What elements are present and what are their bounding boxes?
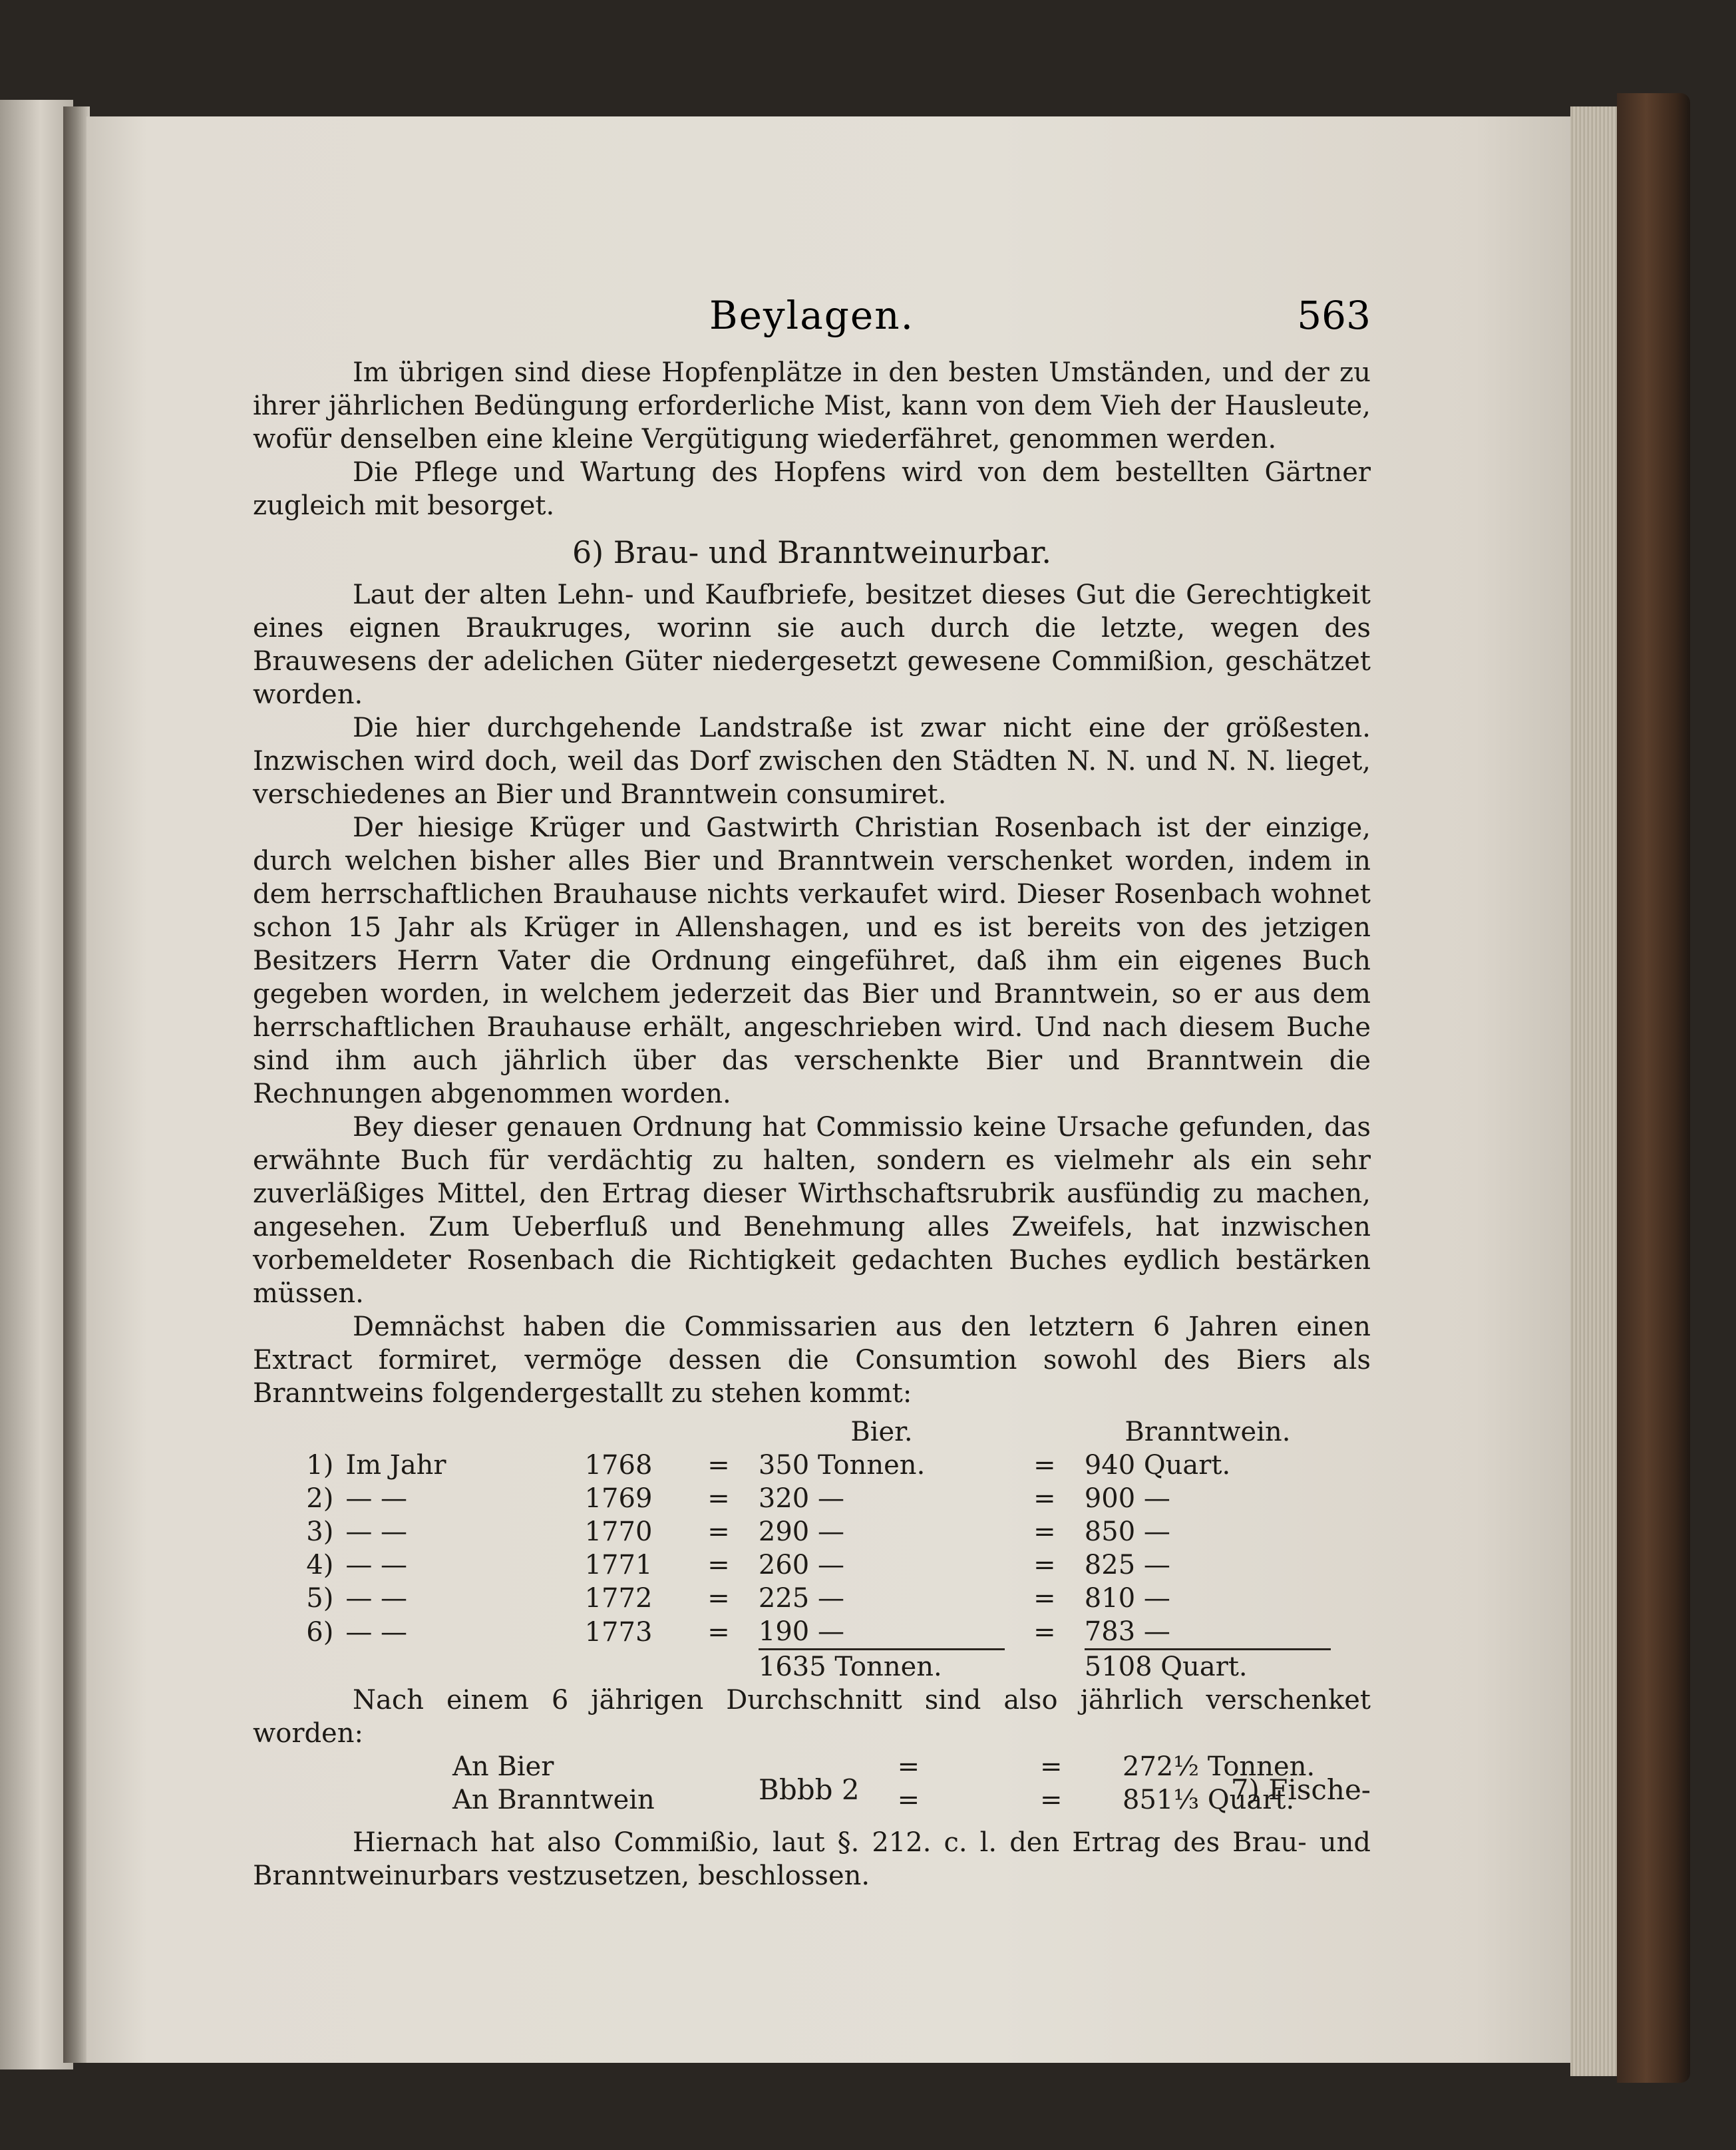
row-separator: = bbox=[707, 1450, 730, 1481]
row-label: — — bbox=[345, 1550, 408, 1580]
row-separator: = bbox=[1033, 1550, 1056, 1580]
row-number: 1) bbox=[306, 1450, 334, 1481]
page-number: 563 bbox=[1297, 293, 1371, 338]
paragraph: Der hiesige Krüger und Gastwirth Christian Rosenbach ist der einzige, durch welchen bisher alles Bier und Branntwein verschenket worden, indem in dem herrschaftlichen Brauhause nichts verkaufet wird. Dieser Rosenbach wohnet schon 15 Jahr als Krüger in Allenshagen, und es ist bereits von des jetzigen Besitzers Herrn Vater die Ordnung eingeführet, daß ihm ein eigenes Buch gegeben worden, in welchem jederzeit das Bier und Branntwein, so er aus dem herrschaftlichen Brauhause erhält, angeschrieben wird. Und nach diesem Buche sind ihm auch jährlich über das verschenkte Bier und Branntwein die Rechnungen abgenommen worden. bbox=[253, 812, 1371, 1109]
table-row bbox=[253, 1449, 1331, 1482]
row-label: — — bbox=[345, 1616, 408, 1648]
paragraph: Laut der alten Lehn- und Kaufbriefe, besitzet dieses Gut die Gerechtigkeit eines eignen Braukruges, worinn sie auch durch die letzte, wegen des Brauwesens der adelichen Güter niedergesetzt gewesene Commißion, geschätzet worden. bbox=[253, 580, 1371, 710]
beer-value: 350 Tonnen. bbox=[758, 1450, 926, 1481]
average-separator: = bbox=[1040, 1751, 1063, 1782]
average-label: An Bier bbox=[452, 1751, 554, 1782]
average-separator: = bbox=[897, 1751, 920, 1782]
row-separator: = bbox=[1033, 1583, 1056, 1614]
brandy-value: 940 Quart. bbox=[1084, 1450, 1231, 1481]
paragraph: Die hier durchgehende Landstraße ist zwar nicht eine der größesten. Inzwischen wird doch, weil das Dorf zwischen den Städten N. N. und N. N. lieget, verschiedenes an Bier und Branntwein consumiret. bbox=[253, 713, 1371, 810]
table-row bbox=[253, 1615, 1331, 1650]
row-separator: = bbox=[1033, 1483, 1056, 1514]
page-footer bbox=[253, 1773, 1371, 1813]
beer-value: 225 — bbox=[758, 1583, 844, 1614]
total-beer: 1635 Tonnen. bbox=[759, 1650, 1005, 1684]
paragraph: Die Pflege und Wartung des Hopfens wird von dem bestellten Gärtner zugleich mit besorget. bbox=[253, 457, 1371, 521]
row-separator: = bbox=[707, 1517, 730, 1547]
catchword: 7) Fische- bbox=[1230, 1773, 1371, 1806]
signature-mark: Bbbb 2 bbox=[759, 1773, 860, 1806]
row-number: 6) bbox=[306, 1616, 334, 1648]
row-separator: = bbox=[707, 1583, 730, 1614]
row-label: — — bbox=[345, 1517, 408, 1547]
book-gutter bbox=[63, 106, 90, 2063]
paragraph: Bey dieser genauen Ordnung hat Commissio keine Ursache gefunden, das erwähnte Buch für verdächtig zu halten, sondern es vielmehr als ein sehr zuverläßiges Mittel, den Ertrag dieser Wirthschaftsrubrik ausfündig zu machen, angesehen. Zum Ueberfluß und Benehmung alles Zweifels, hat inzwischen vorbemeldeter Rosenbach die Richtigkeit gedachten Buches eydlich bestärken müssen. bbox=[253, 1112, 1371, 1309]
row-year: 1769 bbox=[584, 1483, 653, 1514]
page-header bbox=[253, 293, 1371, 346]
row-year: 1768 bbox=[584, 1450, 653, 1481]
row-separator: = bbox=[1033, 1616, 1056, 1648]
row-number: 5) bbox=[306, 1583, 334, 1614]
average-intro: Nach einem 6 jährigen Durchschnitt sind also jährlich verschenket worden: bbox=[253, 1685, 1371, 1749]
brandy-value: 825 — bbox=[1084, 1550, 1170, 1580]
average-value: 272½ Tonnen. bbox=[1123, 1751, 1315, 1782]
total-brandy: 5108 Quart. bbox=[1085, 1650, 1331, 1684]
book-cover bbox=[1617, 93, 1690, 2083]
column-header-beer: Bier. bbox=[850, 1417, 913, 1447]
running-title: Beylagen. bbox=[709, 293, 915, 338]
row-label: — — bbox=[345, 1583, 408, 1614]
total-row bbox=[253, 1650, 1331, 1684]
average-separator: = bbox=[1040, 1785, 1063, 1815]
consumption-table bbox=[253, 1415, 1331, 1684]
row-separator: = bbox=[1033, 1450, 1056, 1481]
brandy-value: 810 — bbox=[1084, 1583, 1170, 1614]
page-edges bbox=[1570, 106, 1620, 2076]
beer-value: 320 — bbox=[758, 1483, 844, 1514]
brandy-value: 900 — bbox=[1084, 1483, 1170, 1514]
row-number: 3) bbox=[306, 1517, 334, 1547]
table-row bbox=[253, 1582, 1331, 1615]
left-page-edge bbox=[0, 100, 73, 2069]
column-header-brandy: Branntwein. bbox=[1125, 1417, 1291, 1447]
row-separator: = bbox=[707, 1550, 730, 1580]
average-separator: = bbox=[897, 1785, 920, 1815]
row-separator: = bbox=[1033, 1517, 1056, 1547]
beer-value: 190 — bbox=[758, 1616, 844, 1647]
beer-value: 290 — bbox=[758, 1517, 844, 1547]
row-number: 4) bbox=[306, 1550, 334, 1580]
table-row bbox=[253, 1515, 1331, 1548]
beer-value: 260 — bbox=[758, 1550, 844, 1580]
section-heading: 6) Brau- und Branntweinurbar. bbox=[572, 534, 1052, 570]
average-value: 851⅓ Quart. bbox=[1123, 1785, 1295, 1815]
brandy-value: 850 — bbox=[1084, 1517, 1170, 1547]
row-separator: = bbox=[707, 1616, 730, 1648]
table-header-row bbox=[253, 1415, 1331, 1449]
row-year: 1773 bbox=[584, 1616, 653, 1648]
conclusion-paragraph: Hiernach hat also Commißio, laut §. 212. c. l. den Ertrag des Brau- und Branntweinurbars vestzusetzen, beschlossen. bbox=[253, 1827, 1371, 1891]
brandy-value: 783 — bbox=[1084, 1616, 1170, 1647]
row-label: — — bbox=[345, 1483, 408, 1514]
row-separator: = bbox=[707, 1483, 730, 1514]
row-number: 2) bbox=[306, 1483, 334, 1514]
average-label: An Branntwein bbox=[452, 1785, 655, 1815]
paragraph: Im übrigen sind diese Hopfenplätze in den besten Umständen, und der zu ihrer jährlichen Bedüngung erforderliche Mist, kann von dem Vieh der Hausleute, wofür denselben eine kleine Vergütigung wiederfähret, genommen werden. bbox=[253, 357, 1371, 454]
row-year: 1771 bbox=[584, 1550, 653, 1580]
table-row bbox=[253, 1482, 1331, 1515]
row-year: 1770 bbox=[584, 1517, 653, 1547]
row-year: 1772 bbox=[584, 1583, 653, 1614]
body-text bbox=[253, 356, 1371, 1892]
row-label: Im Jahr bbox=[345, 1450, 446, 1481]
table-row bbox=[253, 1548, 1331, 1582]
paragraph: Demnächst haben die Commissarien aus den letztern 6 Jahren einen Extract formiret, vermöge dessen die Consumtion sowohl des Biers als Branntweins folgendergestallt zu stehen kommt: bbox=[253, 1312, 1371, 1409]
